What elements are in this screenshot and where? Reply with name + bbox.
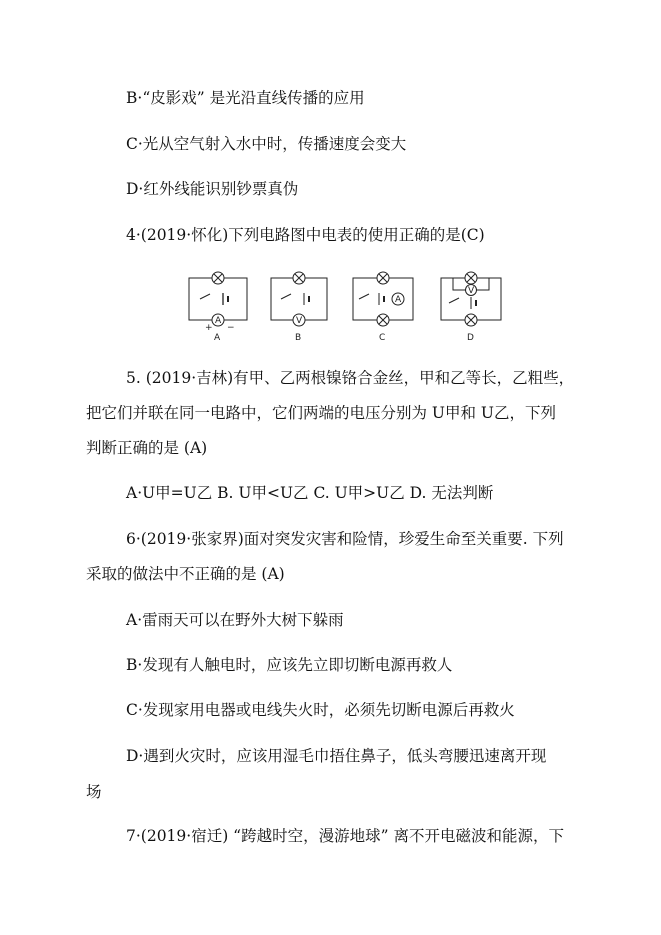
- voltmeter-label-b: V: [296, 316, 303, 326]
- question-5-line-2: 把它们并联在同一电路中，它们两端的电压分别为 U甲和 U乙，下列: [86, 404, 556, 422]
- minus-label-a: −: [227, 323, 235, 333]
- label-b: B: [295, 333, 302, 343]
- option-6d-line-1: D·遇到火灾时，应该用湿毛巾捂住鼻子，低头弯腰迅速离开现: [126, 747, 547, 765]
- option-6b: B·发现有人触电时，应该先立即切断电源再救人: [126, 656, 453, 674]
- option-3c: C·光从空气射入水中时，传播速度会变大: [126, 135, 407, 153]
- question-7: 7·(2019·宿迁) “跨越时空，漫游地球” 离不开电磁波和能源，下: [126, 827, 564, 845]
- voltmeter-label-d: V: [468, 286, 475, 296]
- circuit-d: [441, 272, 501, 343]
- question-4: 4·(2019·怀化)下列电路图中电表的使用正确的是(C): [126, 226, 485, 244]
- question-5-line-3: 判断正确的是 (A): [86, 439, 208, 457]
- label-c: C: [379, 333, 386, 343]
- circuit-figure: [183, 270, 503, 342]
- circuit-a: [189, 272, 247, 343]
- label-a: A: [214, 333, 221, 343]
- question-5-line-1: 5. (2019·吉林)有甲、乙两根镍铬合金丝，甲和乙等长，乙粗些，: [126, 369, 575, 387]
- question-6-line-1: 6·(2019·张家界)面对突发灾害和险情，珍爱生命至关重要. 下列: [126, 530, 564, 548]
- question-5-options: A·U甲=U乙 B. U甲<U乙 C. U甲>U乙 D. 无法判断: [126, 484, 494, 502]
- option-3b: B·“皮影戏” 是光沿直线传播的应用: [126, 89, 365, 107]
- ammeter-label-c: A: [395, 295, 402, 305]
- option-6c: C·发现家用电器或电线失火时，必须先切断电源后再救火: [126, 701, 515, 719]
- plus-label-a: +: [205, 323, 213, 333]
- option-3d: D·红外线能识别钞票真伪: [126, 180, 299, 198]
- option-6a: A·雷雨天可以在野外大树下躲雨: [126, 611, 344, 629]
- label-d: D: [467, 333, 474, 343]
- option-6d-line-2: 场: [86, 783, 102, 801]
- circuit-c: [353, 272, 413, 343]
- question-6-line-2: 采取的做法中不正确的是 (A): [86, 565, 285, 583]
- circuit-b: [271, 272, 327, 343]
- ammeter-label-a: A: [215, 316, 222, 326]
